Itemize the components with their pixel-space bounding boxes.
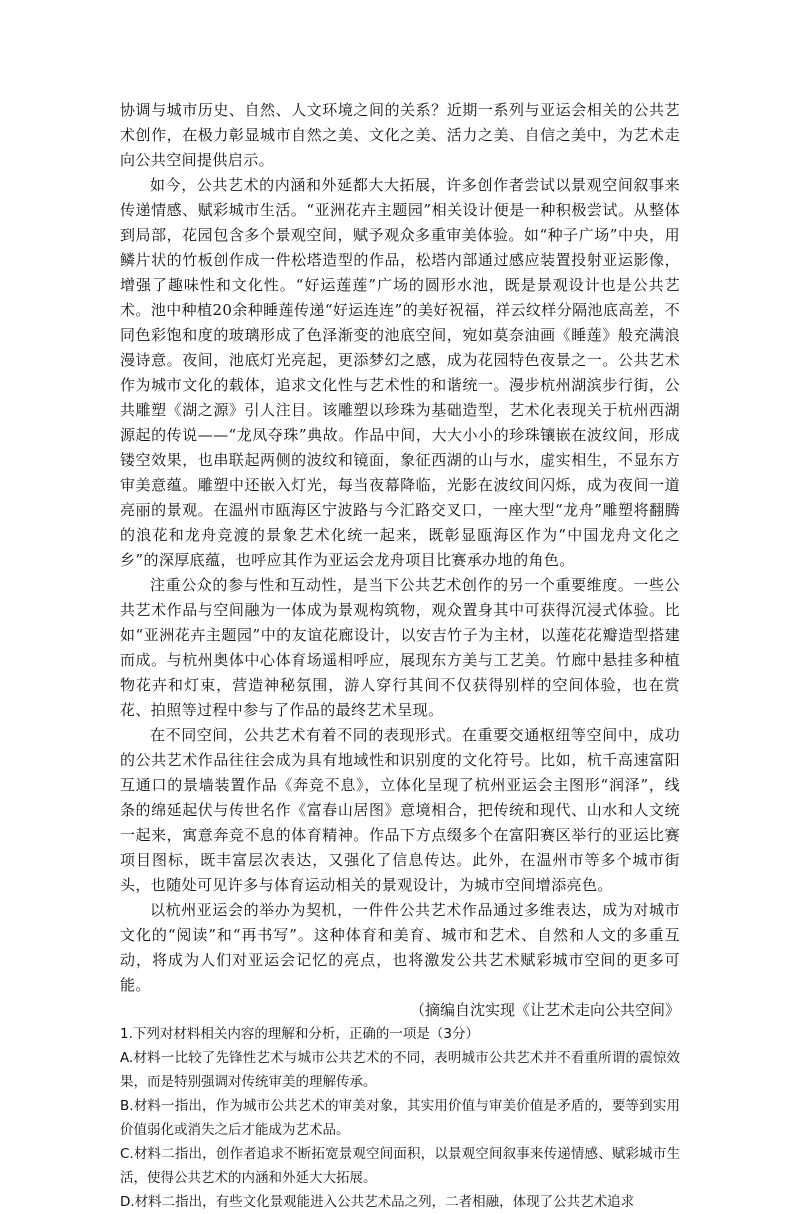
passage-source: （摘编自沈实现《让艺术走向公共空间》: [409, 1001, 680, 1019]
passage-paragraph-4: 在不同空间，公共艺术有着不同的表现形式。在重要交通枢纽等空间中，成功的公共艺术作品往往会成为具有地域性和识别度的文化符号。比如，杭千高速富阳互通口的景墙装置作品《奔竞不息》，立体化呈现了杭州亚运会主图形“润泽”，线条的绵延起伏与传世名作《富春山居图》意境相合，把传统和现代、山水和人文统一起来，寓意奔竞不息的体育精神。作品下方点缀多个在富阳赛区举行的亚运比赛项目图标，既丰富层次表达，又强化了信息传达。此外，在温州市等多个城市街头，也随处可见许多与体育运动相关的景观设计，为城市空间增添亮色。: [120, 726, 680, 894]
question-stem: 1.下列对材料相关内容的理解和分析，正确的一项是（3分）: [120, 1026, 479, 1042]
passage-paragraph-5: 以杭州亚运会的举办为契机，一件件公共艺术作品通过多维表达，成为对城市文化的“阅读”和“再书写”。这种体育和美育、城市和艺术、自然和人文的多重互动，将成为人们对亚运会记忆的亮点，也将激发公共艺术赋彩城市空间的更多可能。: [120, 901, 680, 994]
option-a: A.材料一比较了先锋性艺术与城市公共艺术的不同，表明城市公共艺术并不看重所谓的震惊效果，而是特别强调对传统审美的理解传承。: [120, 1050, 680, 1090]
passage-paragraph-3: 注重公众的参与性和互动性，是当下公共艺术创作的另一个重要维度。一些公共艺术作品与空间融为一体成为景观构筑物，观众置身其中可获得沉浸式体验。比如“亚洲花卉主题园”中的友谊花廊设计，以安吉竹子为主材，以莲花花瓣造型搭建而成。与杭州奥体中心体育场遥相呼应，展现东方美与工艺美。竹廊中悬挂多种植物花卉和灯束，营造神秘氛围，游人穿行其间不仅获得别样的空间体验，也在赏花、拍照等过程中参与了作品的最终艺术呈现。: [120, 576, 680, 719]
passage-paragraph-1: 协调与城市历史、自然、人文环境之间的关系？近期一系列与亚运会相关的公共艺术创作，在极力彰显城市自然之美、文化之美、活力之美、自信之美中，为艺术走向公共空间提供启示。: [120, 101, 680, 169]
passage-paragraph-2: 如今，公共艺术的内涵和外延都大大拓展，许多创作者尝试以景观空间叙事来传递情感、赋彩城市生活。“亚洲花卉主题园”相关设计便是一种积极尝试。从整体到局部，花园包含多个景观空间，赋予观众多重审美体验。如“种子广场”中央，用鳞片状的竹板创作成一件松塔造型的作品，松塔内部通过感应装置投射亚运影像，增强了趣味性和文化性。“好运莲莲”广场的圆形水池，既是景观设计也是公共艺术。池中种植20余种睡莲传递“好运连连”的美好祝福，祥云纹样分隔池底高差，不同色彩饱和度的玻璃形成了色泽渐变的池底空间，宛如莫奈油画《睡莲》般充满浪漫诗意。夜间，池底灯光亮起，更添梦幻之感，成为花园特色夜景之一。公共艺术作为城市文化的载体，追求文化性与艺术性的和谐统一。漫步杭州湖滨步行街，公共雕塑《湖之源》引人注目。该雕塑以珍珠为基础造型，艺术化表现关于杭州西湖源起的传说——“龙凤夺珠”典故。作品中间，大大小小的珍珠镶嵌在波纹间，形成镂空效果，也串联起两侧的波纹和镜面，象征西湖的山与水，虚实相生，不显东方审美意蕴。雕塑中还嵌入灯光，每当夜幕降临，光影在波纹间闪烁，成为夜间一道亮丽的景观。在温州市瓯海区宁波路与今汇路交叉口，一座大型“龙舟”雕塑将翻腾的浪花和龙舟竞渡的景象艺术化统一起来，既彰显瓯海区作为“中国龙舟文化之乡”的深厚底蕴，也呼应其作为亚运会龙舟项目比赛承办地的角色。: [120, 176, 680, 569]
page-content: [120, 98, 680, 1214]
question-block: [120, 1022, 680, 1214]
option-d: D.材料二指出，有些文化景观能进入公共艺术品之列，二者相融，体现了公共艺术追求: [120, 1194, 635, 1210]
option-c: C.材料二指出，创作者追求不断拓宽景观空间面积，以景观空间叙事来传递情感、赋彩城市生活，使得公共艺术的内涵和外延大大拓展。: [120, 1146, 680, 1186]
option-b: B.材料一指出，作为城市公共艺术的审美对象，其实用价值与审美价值是矛盾的，要等到实用价值弱化或消失之后才能成为艺术品。: [120, 1098, 680, 1138]
reading-passage: [120, 98, 680, 998]
